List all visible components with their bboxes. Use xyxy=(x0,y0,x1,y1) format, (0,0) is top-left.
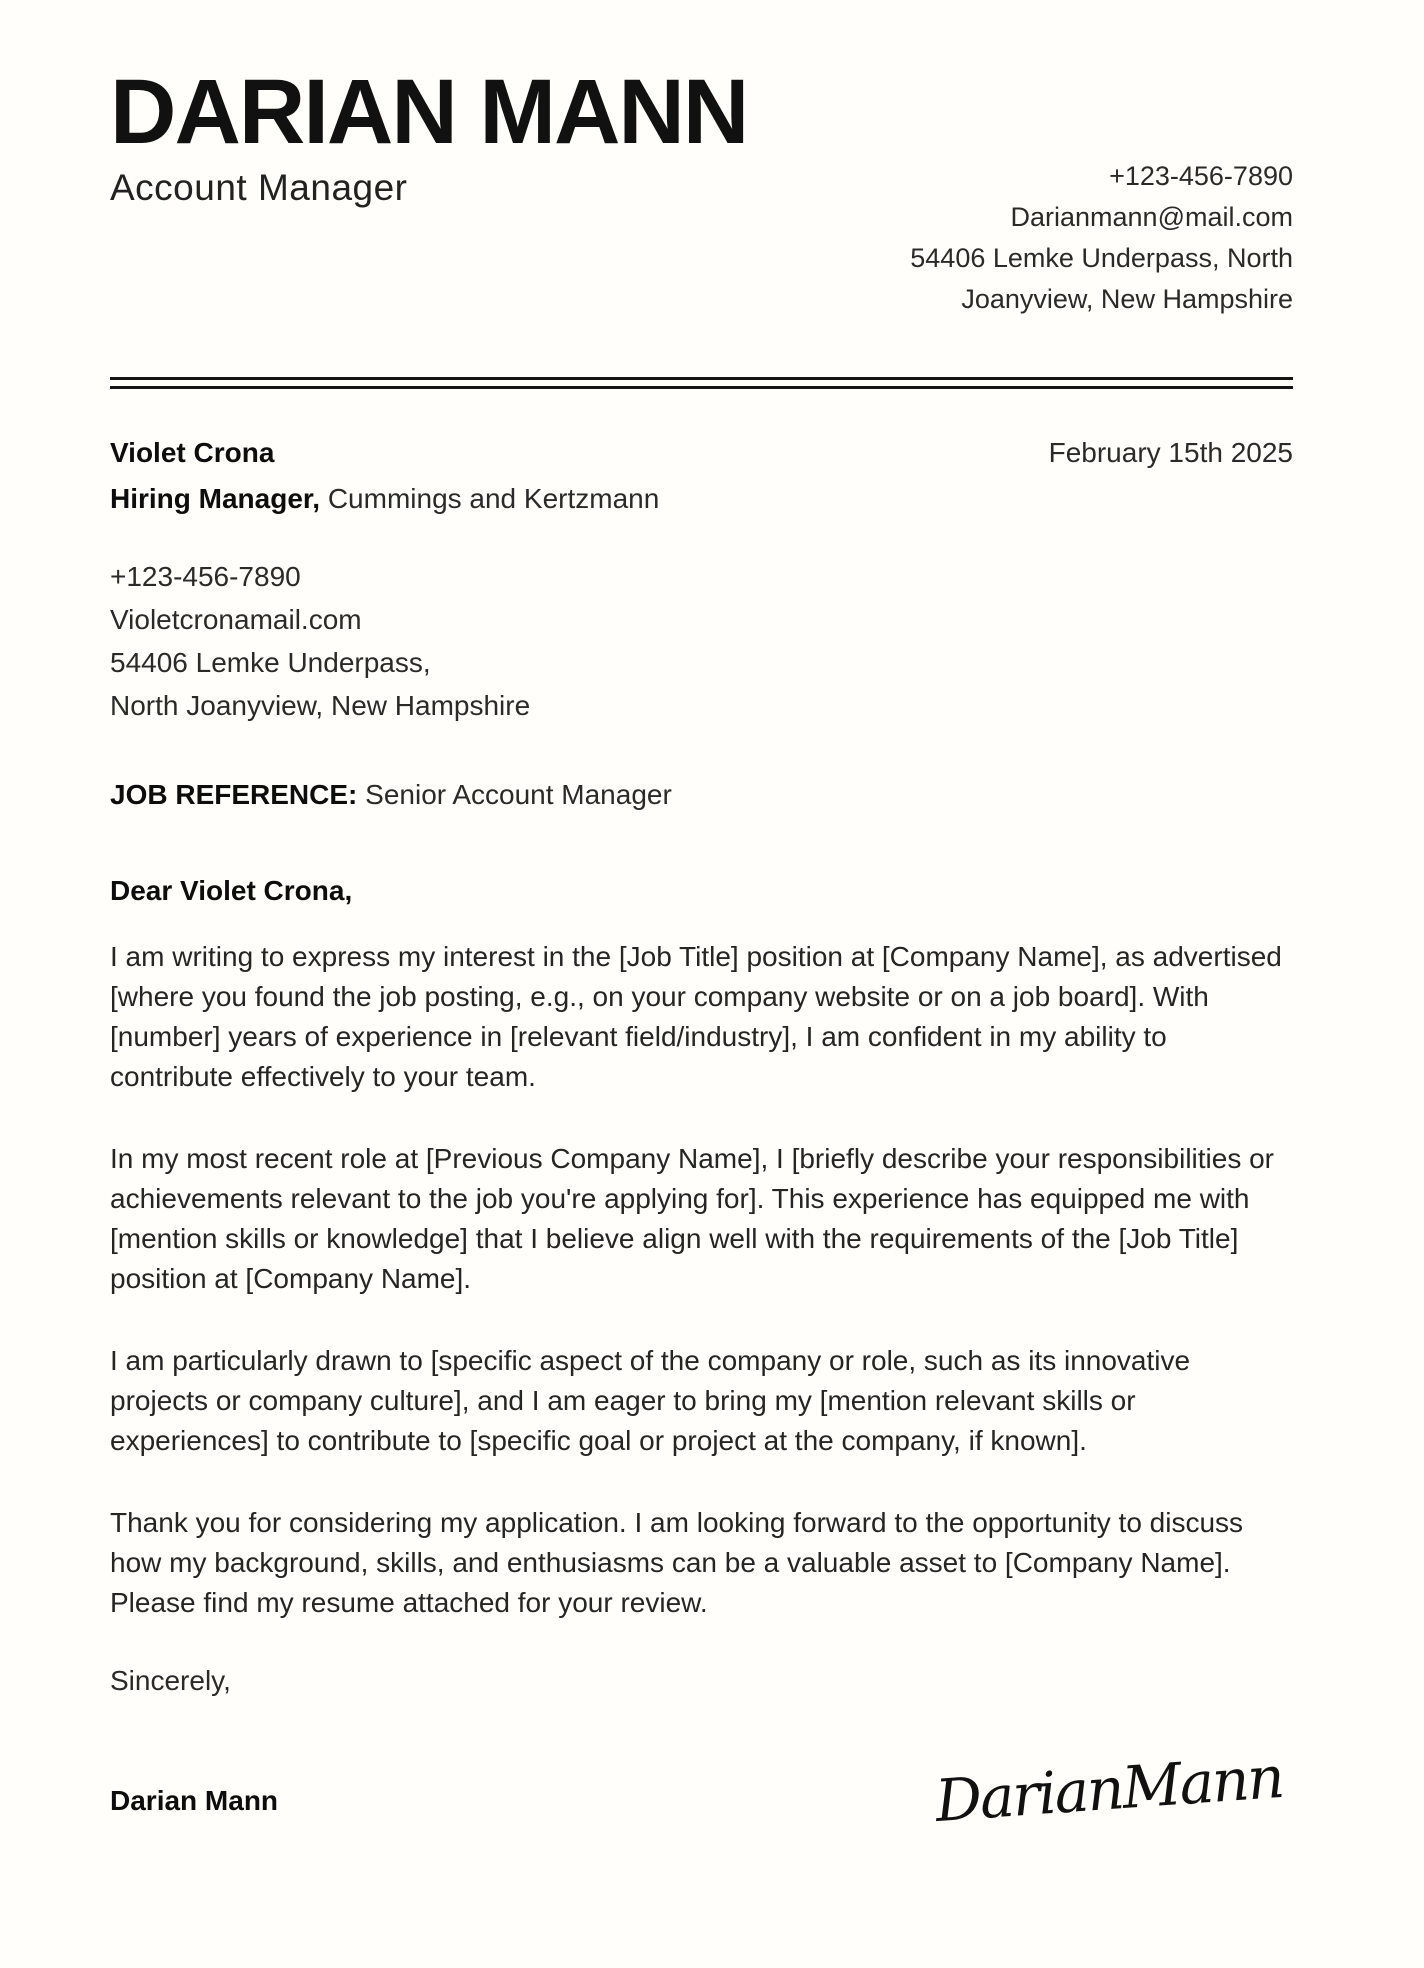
letter-body xyxy=(110,937,1293,1623)
letter-header xyxy=(110,0,1293,314)
recipient-date-row xyxy=(110,435,1293,471)
applicant-name: DARIAN MANN xyxy=(110,61,748,163)
signature-printed-name: Darian Mann xyxy=(110,1785,279,1817)
letter-date: February 15th 2025 xyxy=(1048,437,1293,469)
job-reference-label: JOB REFERENCE: xyxy=(110,779,366,811)
recipient-contact-block xyxy=(110,555,1293,727)
job-reference-value: Senior Account Manager xyxy=(365,779,672,811)
closing-word: Sincerely, xyxy=(110,1665,231,1697)
recipient-address-line2: North Joanyview, New Hampshire xyxy=(110,690,531,722)
body-paragraph: Thank you for considering my application. I am looking forward to the opportunity to discuss how my background, skills, and enthusiasms can be a valuable asset to [Company Name]. Please find my resume attached for your review. xyxy=(110,1507,1244,1619)
body-paragraph: In my most recent role at [Previous Company Name], I [briefly describe your responsibilities or achievements relevant to the job you're applying for]. This experience has equipped me with [mention skills or knowledge] that I believe align well with the requirements of the [Job Title] position at [Company Name]. xyxy=(110,1143,1275,1295)
recipient-title: Hiring Manager, xyxy=(110,483,328,515)
recipient-company: Cummings and Kertzmann xyxy=(327,483,660,515)
body-paragraph: I am writing to express my interest in the [Job Title] position at [Company Name], as advertised [where you found the job posting, e.g., on your company website or on a job board]. With [number] years of experience in [relevant field/industry], I am confident in my ability to contribute effectively to your team. xyxy=(110,941,1282,1093)
applicant-contact-block xyxy=(910,156,1293,320)
body-paragraph: I am particularly drawn to [specific aspect of the company or role, such as its innovative projects or company culture], and I am eager to bring my [mention relevant skills or experiences] to contribute to [specific goal or project at the company, if known]. xyxy=(110,1345,1191,1457)
double-rule-divider xyxy=(110,377,1293,389)
recipient-title-line xyxy=(110,481,1293,517)
recipient-name: Violet Crona xyxy=(110,437,275,469)
recipient-email: Violetcronamail.com xyxy=(110,604,362,636)
applicant-address-line1: 54406 Lemke Underpass, North xyxy=(910,243,1293,273)
salutation: Dear Violet Crona, xyxy=(110,875,353,907)
job-reference-line xyxy=(110,777,1293,813)
applicant-email: Darianmann@mail.com xyxy=(1010,202,1293,232)
applicant-phone: +123-456-7890 xyxy=(1109,161,1293,191)
applicant-role: Account Manager xyxy=(110,167,408,209)
applicant-address-line2: Joanyview, New Hampshire xyxy=(961,284,1293,314)
recipient-phone: +123-456-7890 xyxy=(110,561,301,593)
signature-row xyxy=(110,1743,1293,1836)
recipient-address-line1: 54406 Lemke Underpass, xyxy=(110,647,431,679)
signature-script: DarianMann xyxy=(933,1743,1285,1836)
